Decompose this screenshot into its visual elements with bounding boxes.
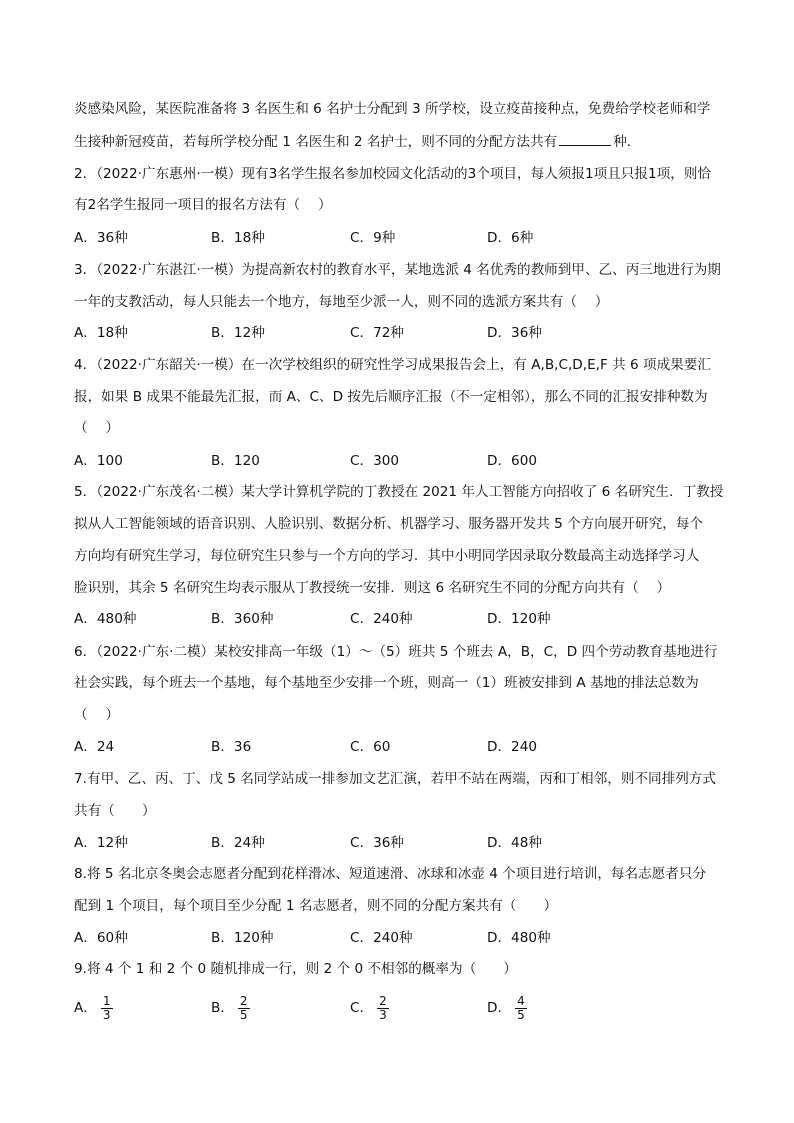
q7-option-a[interactable]: A．12种 bbox=[74, 835, 128, 851]
q7-option-b[interactable]: B．24种 bbox=[211, 835, 265, 851]
q9-option-c[interactable] bbox=[350, 993, 389, 1023]
answer-blank[interactable] bbox=[559, 131, 611, 146]
q1-text-after-blank: 种． bbox=[613, 134, 641, 150]
q4-option-b[interactable]: B．120 bbox=[211, 453, 260, 469]
q8-option-a[interactable]: A．60种 bbox=[74, 930, 128, 946]
q7-text-line-2: 共有（ ） bbox=[74, 803, 156, 819]
q9-option-d-label: D． bbox=[487, 1000, 512, 1016]
q9-option-d-fraction bbox=[515, 995, 527, 1022]
q9-option-b-fraction bbox=[238, 995, 250, 1022]
q8-text-line-2: 配到 1 个项目，每个项目至少分配 1 名志愿者，则不同的分配方案共有（ ） bbox=[74, 898, 558, 914]
q1-text-line-1: 炎感染风险，某医院准备将 3 名医生和 6 名护士分配到 3 所学校，设立疫苗接种点，免费给学校老师和学 bbox=[74, 101, 711, 117]
fraction-numerator: 2 bbox=[379, 993, 387, 1008]
q7-option-c[interactable]: C．36种 bbox=[350, 835, 404, 851]
q7-option-d[interactable]: D．48种 bbox=[487, 835, 542, 851]
q5-text-line-1: 5．（2022·广东茂名·二模）某大学计算机学院的丁教授在 2021 年人工智能方向招收了 6 名研究生．丁教授 bbox=[74, 484, 724, 500]
q3-option-a[interactable]: A．18种 bbox=[74, 325, 128, 341]
q5-option-b[interactable]: B．360种 bbox=[211, 611, 274, 627]
fraction-numerator: 1 bbox=[102, 993, 111, 1008]
q2-text-line-2: 有2名学生报同一项目的报名方法有（ ） bbox=[74, 197, 332, 213]
q5-text-line-2: 拟从人工智能领域的语音识别、人脸识别、数据分析、机器学习、服务器开发共 5 个方向展开研究，每个 bbox=[74, 516, 704, 532]
fraction-numerator: 2 bbox=[239, 993, 248, 1008]
q8-option-d[interactable]: D．480种 bbox=[487, 930, 551, 946]
q9-option-a[interactable] bbox=[74, 993, 113, 1023]
q8-text-line-1: 8.将 5 名北京冬奥会志愿者分配到花样滑冰、短道速滑、冰球和冰壶 4 个项目进行培训，每名志愿者只分 bbox=[74, 866, 707, 882]
q9-options bbox=[74, 993, 734, 1031]
q9-option-c-fraction bbox=[377, 995, 389, 1022]
q3-text-line-1: 3．（2022·广东湛江·一模）为提高新农村的教育水平，某地选派 4 名优秀的教师到甲、乙、丙三地进行为期 bbox=[74, 262, 721, 278]
q9-option-d[interactable] bbox=[487, 993, 527, 1023]
q9-option-a-fraction bbox=[101, 995, 113, 1022]
q3-option-c[interactable]: C．72种 bbox=[350, 325, 404, 341]
q5-option-d[interactable]: D．120种 bbox=[487, 611, 551, 627]
q2-options bbox=[74, 227, 734, 249]
q4-option-c[interactable]: C．300 bbox=[350, 453, 400, 469]
q9-option-c-label: C． bbox=[350, 1000, 374, 1016]
q9-text-line: 9.将 4 个 1 和 2 个 0 随机排成一行，则 2 个 0 不相邻的概率为（ ） bbox=[74, 961, 517, 977]
fraction-denominator: 5 bbox=[517, 1007, 525, 1022]
q8-option-c[interactable]: C．240种 bbox=[350, 930, 413, 946]
q8-options bbox=[74, 927, 734, 949]
q1-text-before-blank: 生接种新冠疫苗，若每所学校分配 1 名医生和 2 名护士，则不同的分配方法共有 bbox=[74, 134, 558, 150]
fraction-denominator: 3 bbox=[379, 1007, 387, 1022]
q6-option-c[interactable]: C．60 bbox=[350, 739, 391, 755]
q4-options bbox=[74, 450, 734, 472]
q6-option-d[interactable]: D．240 bbox=[487, 739, 538, 755]
q2-text-line-1: 2．（2022·广东惠州·一模）现有3名学生报名参加校园文化活动的3个项目，每人须报1项且只报1项，则恰 bbox=[74, 166, 712, 182]
q5-options bbox=[74, 608, 734, 630]
q6-text-line-1: 6．（2022·广东·二模）某校安排高一年级（1）～（5）班共 5 个班去 A，B，C，D 四个劳动教育基地进行 bbox=[74, 644, 718, 660]
fraction-denominator: 3 bbox=[102, 1007, 111, 1022]
q6-option-a[interactable]: A．24 bbox=[74, 739, 115, 755]
q4-text-line-2: 报，如果 B 成果不能最先汇报，而 A、C、D 按先后顺序汇报（不一定相邻），那么不同的汇报安排种数为 bbox=[74, 389, 708, 405]
q3-option-d[interactable]: D．36种 bbox=[487, 325, 542, 341]
q6-text-line-3: （ ） bbox=[74, 707, 120, 723]
q4-option-a[interactable]: A．100 bbox=[74, 453, 123, 469]
q6-options bbox=[74, 736, 734, 758]
q1-text-line-2 bbox=[74, 131, 640, 152]
q3-option-b[interactable]: B．12种 bbox=[211, 325, 265, 341]
q5-option-a[interactable]: A．480种 bbox=[74, 611, 137, 627]
q5-text-line-4: 脸识别，其余 5 名研究生均表示服从丁教授统一安排．则这 6 名研究生不同的分配方向共有（ ） bbox=[74, 580, 671, 596]
q2-option-d[interactable]: D．6种 bbox=[487, 230, 534, 246]
q5-text-line-3: 方向均有研究生学习，每位研究生只参与一个方向的学习．其中小明同学因录取分数最高主动选择学习人 bbox=[74, 548, 700, 564]
q5-option-c[interactable]: C．240种 bbox=[350, 611, 413, 627]
q4-text-line-3: （ ） bbox=[74, 420, 120, 436]
q9-option-b[interactable] bbox=[211, 993, 250, 1023]
q6-option-b[interactable]: B．36 bbox=[211, 739, 252, 755]
q3-text-line-2: 一年的支教活动，每人只能去一个地方，每地至少派一人，则不同的选派方案共有（ ） bbox=[74, 294, 609, 310]
q7-text-line-1: 7.有甲、乙、丙、丁、戊 5 名同学站成一排参加文艺汇演，若甲不站在两端，丙和丁相邻，则不同排列方式 bbox=[74, 771, 716, 787]
q6-text-line-2: 社会实践，每个班去一个基地，每个基地至少安排一个班，则高一（1）班被安排到 A 基地的排法总数为 bbox=[74, 675, 699, 691]
q8-option-b[interactable]: B．120种 bbox=[211, 930, 274, 946]
fraction-numerator: 4 bbox=[517, 993, 525, 1008]
q4-text-line-1: 4．（2022·广东韶关·一模）在一次学校组织的研究性学习成果报告会上，有 A,B,C,D,E,F 共 6 项成果要汇 bbox=[74, 357, 711, 373]
q2-option-b[interactable]: B．18种 bbox=[211, 230, 265, 246]
fraction-denominator: 5 bbox=[239, 1007, 248, 1022]
q2-option-c[interactable]: C．9种 bbox=[350, 230, 396, 246]
q3-options bbox=[74, 322, 734, 344]
q9-option-b-label: B． bbox=[211, 1000, 234, 1016]
q7-options bbox=[74, 832, 734, 854]
q4-option-d[interactable]: D．600 bbox=[487, 453, 538, 469]
q9-option-a-label: A． bbox=[74, 1000, 97, 1016]
q2-option-a[interactable]: A．36种 bbox=[74, 230, 128, 246]
